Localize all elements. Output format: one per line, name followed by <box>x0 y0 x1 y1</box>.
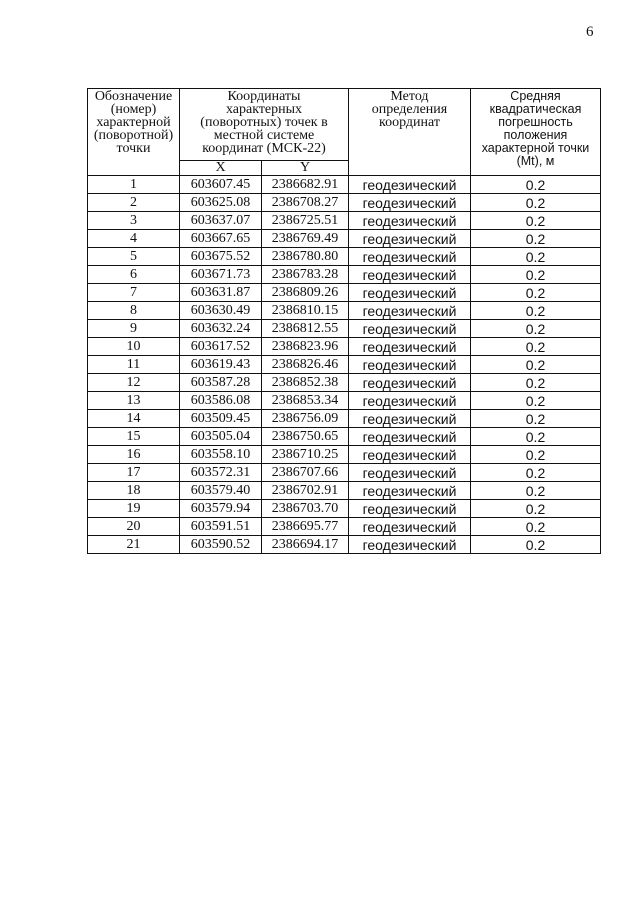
table-header <box>88 89 601 176</box>
table-row <box>88 302 601 320</box>
method-cell: геодезический <box>349 392 471 410</box>
coord-y-cell: 2386812.55 <box>262 320 349 338</box>
accuracy-cell: 0.2 <box>471 284 601 302</box>
table-row <box>88 194 601 212</box>
coord-x-cell: 603667.65 <box>180 230 262 248</box>
coord-x-cell: 603637.07 <box>180 212 262 230</box>
coord-y-cell: 2386702.91 <box>262 482 349 500</box>
table-row <box>88 248 601 266</box>
accuracy-cell: 0.2 <box>471 536 601 554</box>
coord-y-cell: 2386725.51 <box>262 212 349 230</box>
coord-y-cell: 2386852.38 <box>262 374 349 392</box>
point-number-cell: 14 <box>88 410 180 428</box>
coord-y-cell: 2386756.09 <box>262 410 349 428</box>
accuracy-cell: 0.2 <box>471 518 601 536</box>
accuracy-cell: 0.2 <box>471 230 601 248</box>
method-cell: геодезический <box>349 356 471 374</box>
method-cell: геодезический <box>349 338 471 356</box>
coord-y-cell: 2386823.96 <box>262 338 349 356</box>
table-body <box>88 176 601 554</box>
header-point-label: Обозначение (номер) характерной (поворотной) точки <box>93 89 174 156</box>
table-row <box>88 356 601 374</box>
table-row <box>88 230 601 248</box>
coord-x-cell: 603505.04 <box>180 428 262 446</box>
method-cell: геодезический <box>349 536 471 554</box>
accuracy-cell: 0.2 <box>471 176 601 194</box>
coord-x-cell: 603579.40 <box>180 482 262 500</box>
table-row <box>88 374 601 392</box>
table-row <box>88 536 601 554</box>
header-row <box>88 89 601 161</box>
table-row <box>88 464 601 482</box>
accuracy-cell: 0.2 <box>471 428 601 446</box>
coord-x-cell: 603675.52 <box>180 248 262 266</box>
table-row <box>88 266 601 284</box>
point-number-cell: 18 <box>88 482 180 500</box>
table-row <box>88 284 601 302</box>
point-number-cell: 11 <box>88 356 180 374</box>
method-cell: геодезический <box>349 284 471 302</box>
coord-x-cell: 603587.28 <box>180 374 262 392</box>
table-row <box>88 212 601 230</box>
table-row <box>88 446 601 464</box>
coord-x-cell: 603586.08 <box>180 392 262 410</box>
accuracy-cell: 0.2 <box>471 194 601 212</box>
point-number-cell: 13 <box>88 392 180 410</box>
point-number-cell: 21 <box>88 536 180 554</box>
accuracy-cell: 0.2 <box>471 248 601 266</box>
table-row <box>88 320 601 338</box>
coord-y-cell: 2386750.65 <box>262 428 349 446</box>
point-number-cell: 4 <box>88 230 180 248</box>
coord-y-cell: 2386694.17 <box>262 536 349 554</box>
accuracy-cell: 0.2 <box>471 482 601 500</box>
header-method-label: Метод определения координат <box>371 89 448 130</box>
point-number-cell: 16 <box>88 446 180 464</box>
header-x: X <box>180 160 262 175</box>
coord-y-cell: 2386695.77 <box>262 518 349 536</box>
method-cell: геодезический <box>349 464 471 482</box>
accuracy-cell: 0.2 <box>471 212 601 230</box>
coord-y-cell: 2386853.34 <box>262 392 349 410</box>
coord-y-cell: 2386780.80 <box>262 248 349 266</box>
coord-x-cell: 603572.31 <box>180 464 262 482</box>
coord-x-cell: 603632.24 <box>180 320 262 338</box>
coordinates-table <box>87 88 601 554</box>
point-number-cell: 12 <box>88 374 180 392</box>
method-cell: геодезический <box>349 446 471 464</box>
table-row <box>88 338 601 356</box>
accuracy-cell: 0.2 <box>471 410 601 428</box>
coord-x-cell: 603591.51 <box>180 518 262 536</box>
method-cell: геодезический <box>349 230 471 248</box>
header-accuracy-label: Средняя квадратическая погрешность положения характерной точки (Mt), м <box>481 89 590 168</box>
point-number-cell: 9 <box>88 320 180 338</box>
point-number-cell: 2 <box>88 194 180 212</box>
method-cell: геодезический <box>349 428 471 446</box>
method-cell: геодезический <box>349 320 471 338</box>
page-number: 6 <box>586 24 594 40</box>
point-number-cell: 17 <box>88 464 180 482</box>
accuracy-cell: 0.2 <box>471 446 601 464</box>
method-cell: геодезический <box>349 212 471 230</box>
header-method <box>349 89 471 176</box>
coord-x-cell: 603630.49 <box>180 302 262 320</box>
point-number-cell: 6 <box>88 266 180 284</box>
coord-x-cell: 603671.73 <box>180 266 262 284</box>
header-coords-label: Координаты характерных (поворотных) точек в местной системе координат (МСК-22) <box>200 89 328 156</box>
method-cell: геодезический <box>349 176 471 194</box>
accuracy-cell: 0.2 <box>471 374 601 392</box>
coord-y-cell: 2386707.66 <box>262 464 349 482</box>
coord-x-cell: 603607.45 <box>180 176 262 194</box>
header-point <box>88 89 180 176</box>
point-number-cell: 1 <box>88 176 180 194</box>
coord-x-cell: 603617.52 <box>180 338 262 356</box>
method-cell: геодезический <box>349 410 471 428</box>
method-cell: геодезический <box>349 266 471 284</box>
coord-y-cell: 2386710.25 <box>262 446 349 464</box>
accuracy-cell: 0.2 <box>471 320 601 338</box>
coord-x-cell: 603509.45 <box>180 410 262 428</box>
method-cell: геодезический <box>349 302 471 320</box>
table-row <box>88 392 601 410</box>
header-coords <box>180 89 349 161</box>
coord-y-cell: 2386682.91 <box>262 176 349 194</box>
accuracy-cell: 0.2 <box>471 302 601 320</box>
table-row <box>88 518 601 536</box>
coord-y-cell: 2386810.15 <box>262 302 349 320</box>
method-cell: геодезический <box>349 194 471 212</box>
coord-x-cell: 603619.43 <box>180 356 262 374</box>
coord-x-cell: 603625.08 <box>180 194 262 212</box>
point-number-cell: 19 <box>88 500 180 518</box>
method-cell: геодезический <box>349 374 471 392</box>
coord-y-cell: 2386769.49 <box>262 230 349 248</box>
table-row <box>88 176 601 194</box>
accuracy-cell: 0.2 <box>471 500 601 518</box>
point-number-cell: 7 <box>88 284 180 302</box>
coord-y-cell: 2386809.26 <box>262 284 349 302</box>
method-cell: геодезический <box>349 482 471 500</box>
point-number-cell: 20 <box>88 518 180 536</box>
point-number-cell: 3 <box>88 212 180 230</box>
accuracy-cell: 0.2 <box>471 464 601 482</box>
coord-y-cell: 2386783.28 <box>262 266 349 284</box>
table-row <box>88 482 601 500</box>
point-number-cell: 5 <box>88 248 180 266</box>
accuracy-cell: 0.2 <box>471 266 601 284</box>
table-row <box>88 428 601 446</box>
method-cell: геодезический <box>349 248 471 266</box>
method-cell: геодезический <box>349 500 471 518</box>
accuracy-cell: 0.2 <box>471 356 601 374</box>
coord-y-cell: 2386703.70 <box>262 500 349 518</box>
header-y: Y <box>262 160 349 175</box>
coord-x-cell: 603558.10 <box>180 446 262 464</box>
accuracy-cell: 0.2 <box>471 392 601 410</box>
header-accuracy <box>471 89 601 176</box>
table-row <box>88 500 601 518</box>
coord-x-cell: 603579.94 <box>180 500 262 518</box>
point-number-cell: 10 <box>88 338 180 356</box>
coord-x-cell: 603631.87 <box>180 284 262 302</box>
point-number-cell: 15 <box>88 428 180 446</box>
coord-y-cell: 2386708.27 <box>262 194 349 212</box>
method-cell: геодезический <box>349 518 471 536</box>
accuracy-cell: 0.2 <box>471 338 601 356</box>
coord-x-cell: 603590.52 <box>180 536 262 554</box>
coord-y-cell: 2386826.46 <box>262 356 349 374</box>
table-row <box>88 410 601 428</box>
point-number-cell: 8 <box>88 302 180 320</box>
